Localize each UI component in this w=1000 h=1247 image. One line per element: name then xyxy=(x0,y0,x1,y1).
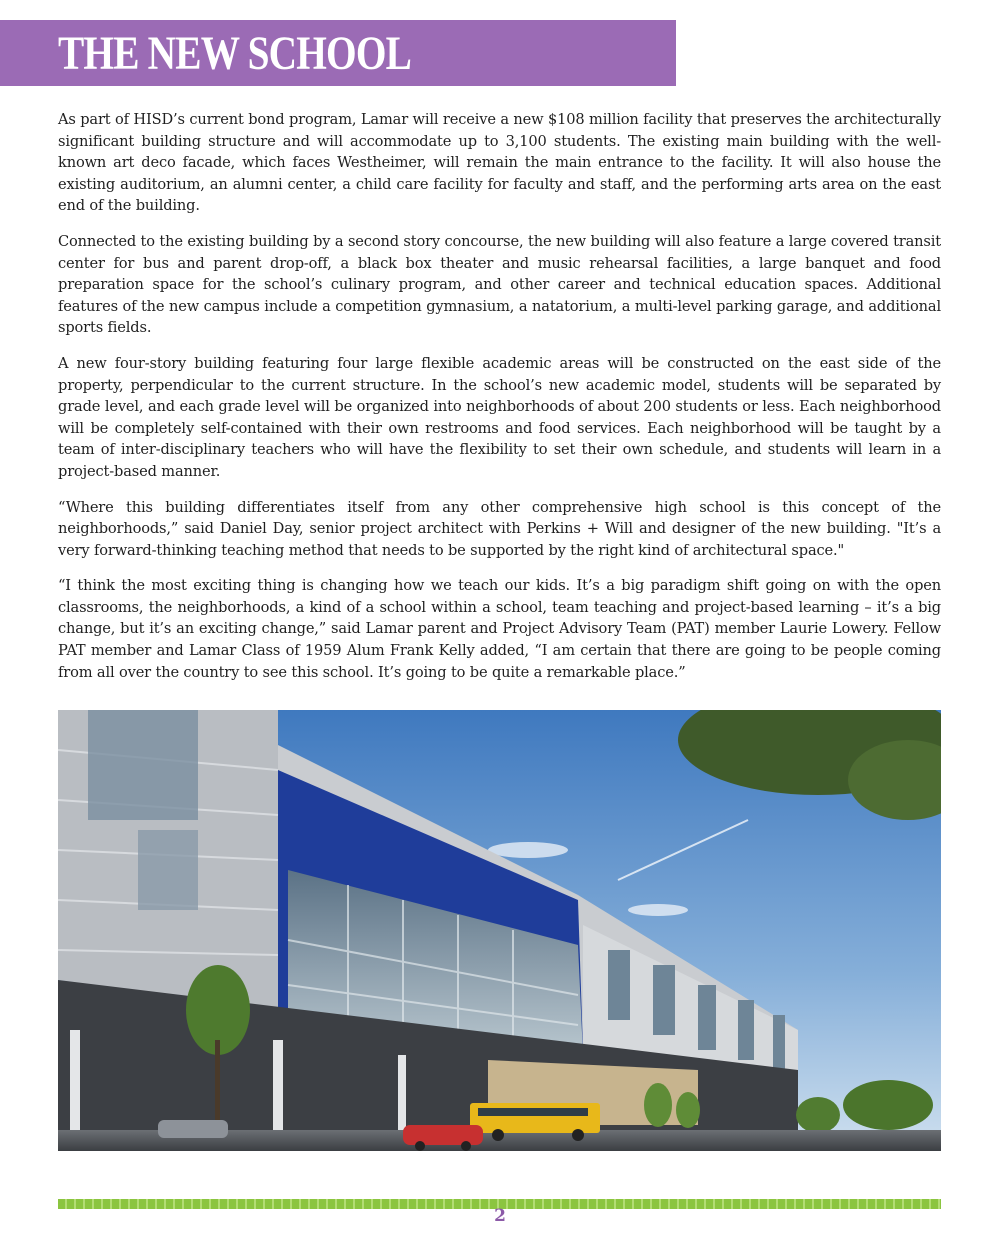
article-paragraph: Connected to the existing building by a second story concourse, the new building will also feature a large covered transit center for bus and parent drop-off, a black box theater and music rehearsal facilities, a large banquet and food preparation space for the school’s culinary program, and other career and technical education spaces. Additional features of the new campus include a competition gymnasium, a natatorium, a multi-level parking garage, and additional sports fields. xyxy=(58,232,941,337)
building-rendering-image xyxy=(58,710,941,1151)
page-number: 2 xyxy=(494,1206,506,1226)
article-paragraph: “I think the most exciting thing is changing how we teach our kids. It’s a big paradigm shift going on with the open classrooms, the neighborhoods, a kind of a school within a school, team teaching and project-based learning – it’s a big change, but it’s an exciting change,” said Lamar parent and Project Advisory Team (PAT) member Laurie Lowery. Fellow PAT member and Lamar Class of 1959 Alum Frank Kelly added, “I am certain that there are going to be people coming from all over the country to see this school. It’s going to be quite a remarkable place.” xyxy=(58,577,941,681)
page-title: THE NEW SCHOOL xyxy=(58,27,412,80)
article-paragraph: “Where this building differentiates itself from any other comprehensive high school is this concept of the neighborhoods,” said Daniel Day, senior project architect with Perkins + Will and designer of the new building. "It’s a very forward-thinking teaching method that needs to be supported by the right kind of architectural space." xyxy=(58,498,941,559)
article-body xyxy=(58,109,941,697)
article-paragraph: A new four-story building featuring four large flexible academic areas will be constructed on the east side of the property, perpendicular to the current structure. In the school’s new academic model, students will be separated by grade level, and each grade level will be organized into neighborhoods of about 200 students or less. Each neighborhood will be completely self-contained with their own restrooms and food services. Each neighborhood will be taught by a team of inter-disciplinary teachers who will have the flexibility to set their own schedule, and students will learn in a project-based manner. xyxy=(58,354,941,480)
article-paragraph: As part of HISD’s current bond program, Lamar will receive a new $108 million facility that preserves the architecturally significant building structure and will accommodate up to 3,100 students. The existing main building with the well-known art deco facade, which faces Westheimer, will remain the main entrance to the facility. It will also house the existing auditorium, an alumni center, a child care facility for faculty and staff, and the performing arts area on the east end of the building. xyxy=(58,111,941,215)
title-banner xyxy=(0,20,676,86)
